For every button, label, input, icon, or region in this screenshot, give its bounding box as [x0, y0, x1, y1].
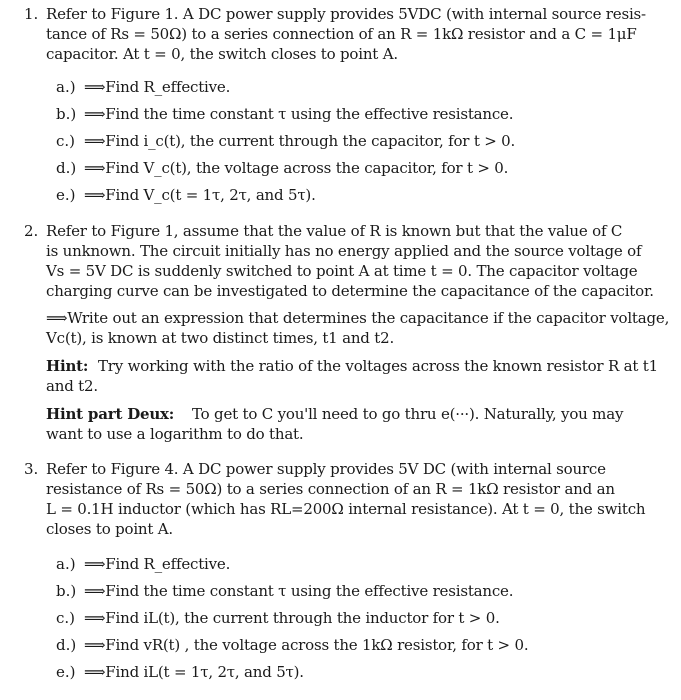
q1-part-a: ⟹Find R_effective.: [84, 78, 231, 96]
q3-line-3: L = 0.1H inductor (which has RL=200Ω internal resistance). At t = 0, the switch: [46, 500, 646, 518]
q3-number: 3.: [24, 460, 39, 478]
q2-write-line-1: ⟹Write out an expression that determines the capacitance if the capacitor voltage,: [46, 309, 670, 327]
q1-part-d-label: d.): [56, 159, 77, 177]
q3-line-1: Refer to Figure 4. A DC power supply provides 5V DC (with internal source: [46, 460, 606, 478]
q2-hint2-label: Hint part Deux:: [46, 405, 175, 423]
q2-line-4: charging curve can be investigated to determine the capacitance of the capacitor.: [46, 282, 654, 300]
q1-part-b-label: b.): [56, 105, 77, 123]
q1-part-b: ⟹Find the time constant τ using the effective resistance.: [84, 105, 514, 123]
q1-part-c-label: c.): [56, 132, 76, 150]
q3-line-4: closes to point A.: [46, 520, 173, 538]
q2-write-line-2: Vc(t), is known at two distinct times, t1 and t2.: [46, 329, 395, 347]
q1-number: 1.: [24, 5, 39, 23]
q2-line-3: Vs = 5V DC is suddenly switched to point A at time t = 0. The capacitor voltage: [46, 262, 638, 280]
q3-part-c-label: c.): [56, 609, 76, 627]
q3-part-c: ⟹Find iL(t), the current through the inductor for t > 0.: [84, 609, 500, 627]
q2-hint-line-1: Try working with the ratio of the voltages across the known resistor R at t1: [98, 357, 658, 375]
q3-part-b-label: b.): [56, 582, 77, 600]
q1-line-3: capacitor. At t = 0, the switch closes to point A.: [46, 45, 398, 63]
q1-line-2: tance of Rs = 50Ω) to a series connection of an R = 1kΩ resistor and a C = 1μF: [46, 25, 637, 43]
q3-part-e-label: e.): [56, 663, 76, 681]
q1-part-c: ⟹Find i_c(t), the current through the capacitor, for t > 0.: [84, 132, 516, 150]
q3-part-d-label: d.): [56, 636, 77, 654]
q3-part-d: ⟹Find vR(t) , the voltage across the 1kΩ resistor, for t > 0.: [84, 636, 529, 654]
q1-part-d: ⟹Find V_c(t), the voltage across the capacitor, for t > 0.: [84, 159, 509, 177]
q2-hint2-line-1: To get to C you'll need to go thru e(···). Naturally, you may: [192, 405, 624, 423]
q3-part-a: ⟹Find R_effective.: [84, 555, 231, 573]
q3-line-2: resistance of Rs = 50Ω) to a series connection of an R = 1kΩ resistor and an: [46, 480, 615, 498]
q2-line-1: Refer to Figure 1, assume that the value of R is known but that the value of C: [46, 222, 623, 240]
q3-part-e: ⟹Find iL(t = 1τ, 2τ, and 5τ).: [84, 663, 304, 681]
q2-line-2: is unknown. The circuit initially has no energy applied and the source voltage of: [46, 242, 642, 260]
q2-hint-label: Hint:: [46, 357, 89, 375]
q1-part-e: ⟹Find V_c(t = 1τ, 2τ, and 5τ).: [84, 186, 316, 204]
q1-part-e-label: e.): [56, 186, 76, 204]
q3-part-b: ⟹Find the time constant τ using the effective resistance.: [84, 582, 514, 600]
q2-hint-line-2: and t2.: [46, 377, 98, 395]
q2-hint2-line-2: want to use a logarithm to do that.: [46, 425, 304, 443]
q3-part-a-label: a.): [56, 555, 76, 573]
q1-part-a-label: a.): [56, 78, 76, 96]
q2-number: 2.: [24, 222, 39, 240]
q1-line-1: Refer to Figure 1. A DC power supply provides 5VDC (with internal source resis-: [46, 5, 646, 23]
